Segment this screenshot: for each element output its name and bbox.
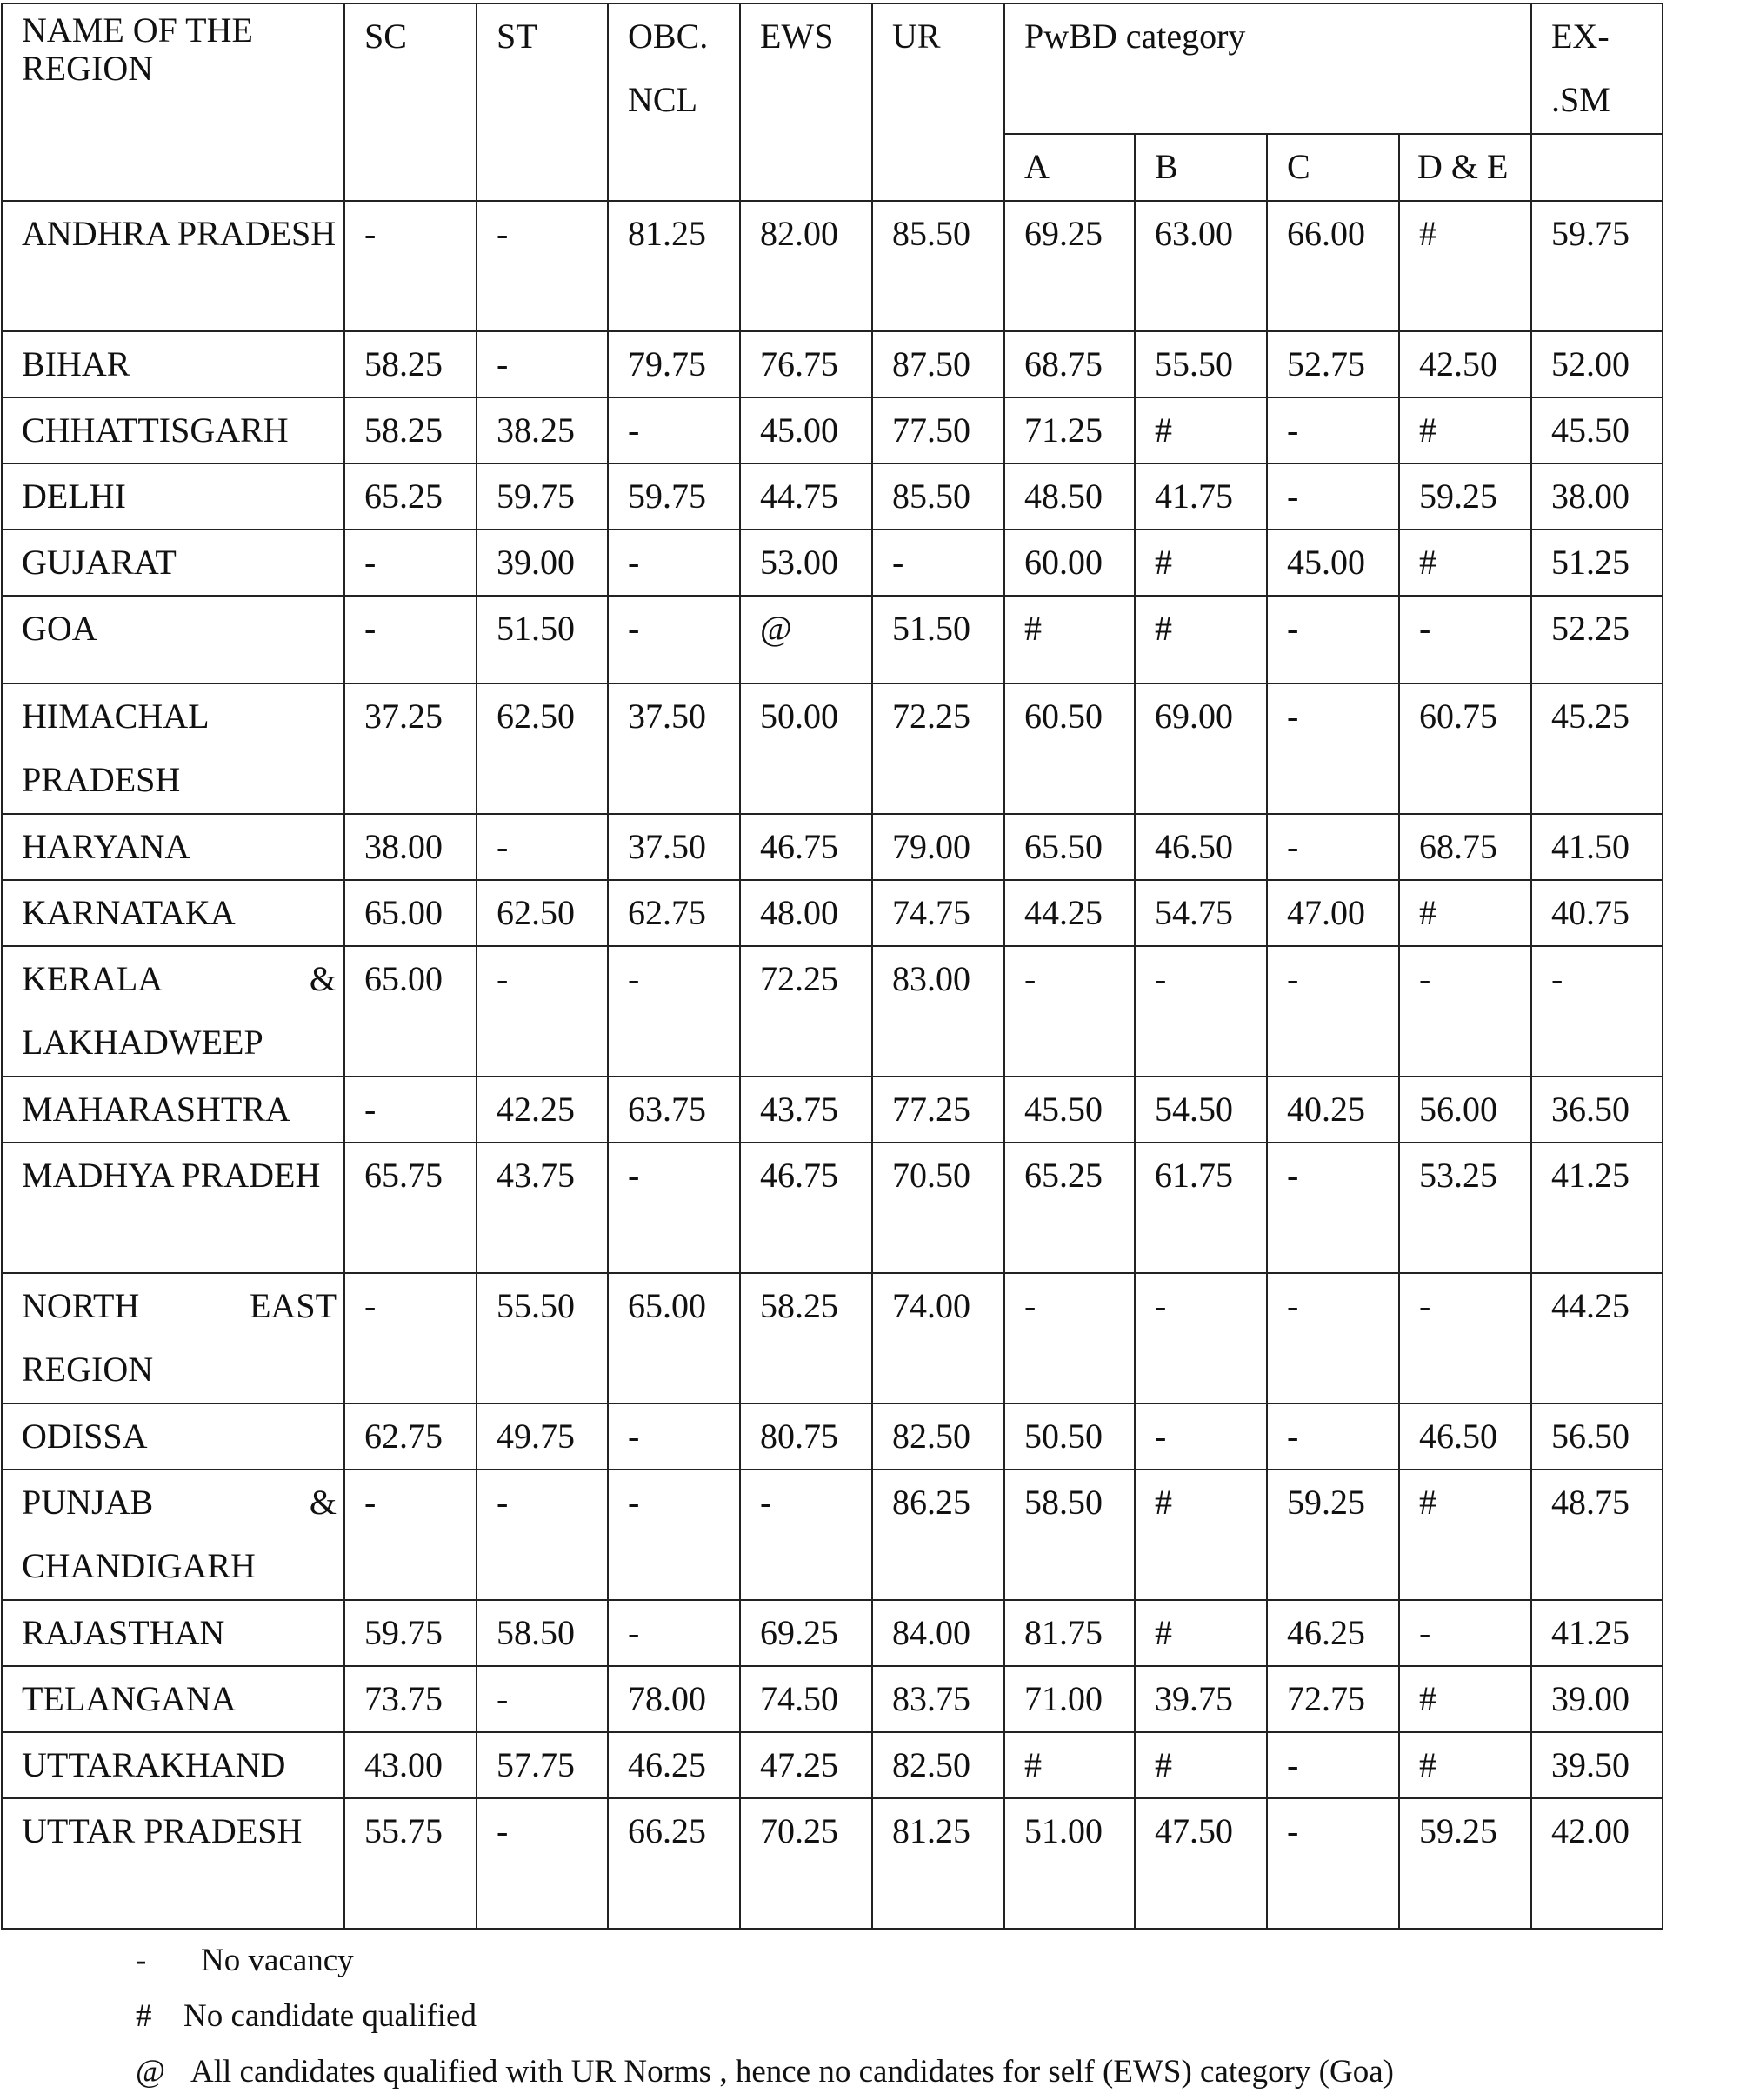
score-cell: 38.00 [344, 814, 477, 880]
score-cell: - [1267, 814, 1399, 880]
score-cell: - [608, 530, 740, 596]
score-cell: 65.50 [1004, 814, 1135, 880]
score-cell: 66.25 [608, 1798, 740, 1929]
score-cell: - [1399, 1600, 1531, 1666]
score-cell: 47.25 [740, 1732, 872, 1798]
score-cell: 50.00 [740, 683, 872, 814]
score-cell: 59.75 [1531, 201, 1663, 331]
score-cell: # [1399, 397, 1531, 463]
score-cell: - [1267, 397, 1399, 463]
score-cell: 46.75 [740, 814, 872, 880]
table-row [2, 463, 1663, 530]
score-cell: 76.75 [740, 331, 872, 397]
score-cell: 77.50 [872, 397, 1004, 463]
header-obc: OBC. NCL [608, 3, 740, 201]
score-cell: - [477, 331, 608, 397]
score-cell: 43.00 [344, 1732, 477, 1798]
score-cell: @ [740, 596, 872, 683]
score-cell: 83.75 [872, 1666, 1004, 1732]
score-cell: 40.75 [1531, 880, 1663, 946]
score-cell: - [740, 1470, 872, 1600]
footnote-text: All candidates qualified with UR Norms , hence no candidates for self (EWS) category (Goa) [190, 2054, 1394, 2090]
score-cell: 62.50 [477, 880, 608, 946]
score-cell: 65.75 [344, 1143, 477, 1273]
table-row [2, 331, 1663, 397]
score-cell: - [1135, 1403, 1267, 1470]
score-cell: - [1004, 1273, 1135, 1403]
score-cell: 70.25 [740, 1798, 872, 1929]
score-cell: - [1135, 1273, 1267, 1403]
score-cell: 71.25 [1004, 397, 1135, 463]
score-cell: 68.75 [1399, 814, 1531, 880]
score-cell: 44.25 [1004, 880, 1135, 946]
score-cell: 70.50 [872, 1143, 1004, 1273]
score-cell: 65.00 [344, 946, 477, 1077]
score-cell: 66.00 [1267, 201, 1399, 331]
footnote [1, 2044, 1753, 2100]
region-name-cell: MADHYA PRADEH [2, 1143, 344, 1273]
score-cell: - [1267, 946, 1399, 1077]
score-cell: 49.75 [477, 1403, 608, 1470]
score-cell: - [1267, 1798, 1399, 1929]
score-cell: - [344, 1470, 477, 1600]
score-cell: 58.50 [477, 1600, 608, 1666]
header-pwbd: PwBD category [1004, 3, 1531, 134]
score-cell: - [477, 1666, 608, 1732]
score-cell: 74.50 [740, 1666, 872, 1732]
score-cell: 37.25 [344, 683, 477, 814]
score-cell: 59.25 [1399, 463, 1531, 530]
header-pwbd-b: B [1135, 134, 1267, 201]
score-cell: 51.50 [872, 596, 1004, 683]
region-name-cell: KERALA & LAKHADWEEP [2, 946, 344, 1077]
footnote-text: No candidate qualified [183, 1998, 477, 2034]
header-exsm: EX- .SM [1531, 3, 1663, 134]
score-cell: 40.25 [1267, 1077, 1399, 1143]
footnote-symbol: - [136, 1943, 147, 1978]
score-cell: 61.75 [1135, 1143, 1267, 1273]
score-cell: - [608, 596, 740, 683]
header-sc: SC [344, 3, 477, 201]
score-cell: 46.25 [608, 1732, 740, 1798]
score-cell: 72.25 [740, 946, 872, 1077]
score-cell: - [608, 946, 740, 1077]
score-cell: 37.50 [608, 683, 740, 814]
score-cell: 60.50 [1004, 683, 1135, 814]
region-name-cell: GOA [2, 596, 344, 683]
header-ews: EWS [740, 3, 872, 201]
score-cell: 47.00 [1267, 880, 1399, 946]
header-ur: UR [872, 3, 1004, 201]
region-name-cell: BIHAR [2, 331, 344, 397]
score-cell: - [477, 201, 608, 331]
score-cell: 45.50 [1004, 1077, 1135, 1143]
score-cell: 39.75 [1135, 1666, 1267, 1732]
region-name-cell: GUJARAT [2, 530, 344, 596]
region-name-cell: DELHI [2, 463, 344, 530]
score-cell: 44.25 [1531, 1273, 1663, 1403]
score-cell: 69.25 [1004, 201, 1135, 331]
header-region: NAME OF THE REGION [2, 3, 344, 201]
score-cell: 82.50 [872, 1732, 1004, 1798]
table-row [2, 397, 1663, 463]
score-cell: 36.50 [1531, 1077, 1663, 1143]
score-cell: - [1267, 1732, 1399, 1798]
score-cell: - [1267, 683, 1399, 814]
score-cell: 83.00 [872, 946, 1004, 1077]
cutoff-table [1, 3, 1663, 1930]
score-cell: 41.50 [1531, 814, 1663, 880]
score-cell: 60.75 [1399, 683, 1531, 814]
score-cell: 58.25 [344, 331, 477, 397]
score-cell: - [477, 814, 608, 880]
score-cell: 45.25 [1531, 683, 1663, 814]
score-cell: # [1399, 1470, 1531, 1600]
footnote-text: No vacancy [201, 1943, 354, 1978]
score-cell: 62.75 [608, 880, 740, 946]
score-cell: 62.75 [344, 1403, 477, 1470]
score-cell: 80.75 [740, 1403, 872, 1470]
score-cell: 41.25 [1531, 1600, 1663, 1666]
score-cell: 51.50 [477, 596, 608, 683]
header-pwbd-c: C [1267, 134, 1399, 201]
region-name-cell: HARYANA [2, 814, 344, 880]
score-cell: - [477, 946, 608, 1077]
region-name-cell: CHHATTISGARH [2, 397, 344, 463]
score-cell: 53.25 [1399, 1143, 1531, 1273]
score-cell: 38.25 [477, 397, 608, 463]
score-cell: 46.50 [1135, 814, 1267, 880]
score-cell: 41.25 [1531, 1143, 1663, 1273]
score-cell: - [344, 596, 477, 683]
score-cell: 55.75 [344, 1798, 477, 1929]
score-cell: 59.75 [608, 463, 740, 530]
score-cell: - [608, 1470, 740, 1600]
table-row [2, 1143, 1663, 1273]
score-cell: 72.25 [872, 683, 1004, 814]
region-name-cell: ODISSA [2, 1403, 344, 1470]
score-cell: - [608, 1403, 740, 1470]
score-cell: - [1399, 946, 1531, 1077]
table-row [2, 1403, 1663, 1470]
score-cell: - [1267, 463, 1399, 530]
score-cell: 59.25 [1267, 1470, 1399, 1600]
score-cell: 84.00 [872, 1600, 1004, 1666]
score-cell: 81.25 [608, 201, 740, 331]
score-cell: 37.50 [608, 814, 740, 880]
score-cell: # [1399, 201, 1531, 331]
score-cell: 77.25 [872, 1077, 1004, 1143]
table-row [2, 946, 1663, 1077]
region-name-cell: UTTARAKHAND [2, 1732, 344, 1798]
score-cell: - [1135, 946, 1267, 1077]
score-cell: 43.75 [740, 1077, 872, 1143]
score-cell: 39.00 [1531, 1666, 1663, 1732]
score-cell: # [1135, 530, 1267, 596]
score-cell: - [344, 1273, 477, 1403]
footnote [1, 1933, 1753, 1989]
score-cell: 53.00 [740, 530, 872, 596]
score-cell: 74.75 [872, 880, 1004, 946]
table-row [2, 814, 1663, 880]
score-cell: 79.00 [872, 814, 1004, 880]
score-cell: 48.50 [1004, 463, 1135, 530]
table-row [2, 1600, 1663, 1666]
score-cell: 82.50 [872, 1403, 1004, 1470]
score-cell: 62.50 [477, 683, 608, 814]
table-row [2, 596, 1663, 683]
score-cell: 50.50 [1004, 1403, 1135, 1470]
score-cell: 52.00 [1531, 331, 1663, 397]
score-cell: 86.25 [872, 1470, 1004, 1600]
score-cell: - [1399, 596, 1531, 683]
score-cell: 45.00 [740, 397, 872, 463]
score-cell: 78.00 [608, 1666, 740, 1732]
score-cell: 58.25 [740, 1273, 872, 1403]
score-cell: 73.75 [344, 1666, 477, 1732]
region-name-cell: ANDHRA PRADESH [2, 201, 344, 331]
score-cell: 65.00 [608, 1273, 740, 1403]
score-cell: 46.50 [1399, 1403, 1531, 1470]
region-name-cell: TELANGANA [2, 1666, 344, 1732]
score-cell: 41.75 [1135, 463, 1267, 530]
score-cell: 68.75 [1004, 331, 1135, 397]
score-cell: 69.25 [740, 1600, 872, 1666]
score-cell: 47.50 [1135, 1798, 1267, 1929]
score-cell: 81.25 [872, 1798, 1004, 1929]
score-cell: 63.00 [1135, 201, 1267, 331]
score-cell: 63.75 [608, 1077, 740, 1143]
score-cell: - [1267, 1143, 1399, 1273]
table-row [2, 1273, 1663, 1403]
score-cell: 46.75 [740, 1143, 872, 1273]
score-cell: - [1267, 1403, 1399, 1470]
score-cell: 42.50 [1399, 331, 1531, 397]
score-cell: 51.00 [1004, 1798, 1135, 1929]
score-cell: 42.25 [477, 1077, 608, 1143]
score-cell: 42.00 [1531, 1798, 1663, 1929]
region-name-cell: UTTAR PRADESH [2, 1798, 344, 1929]
score-cell: 69.00 [1135, 683, 1267, 814]
header-pwbd-de: D & E [1399, 134, 1531, 201]
score-cell: # [1135, 596, 1267, 683]
score-cell: 59.75 [344, 1600, 477, 1666]
score-cell: - [608, 1600, 740, 1666]
score-cell: # [1399, 1732, 1531, 1798]
score-cell: 72.75 [1267, 1666, 1399, 1732]
table-row [2, 201, 1663, 331]
score-cell: 56.00 [1399, 1077, 1531, 1143]
table-row [2, 1732, 1663, 1798]
score-cell: - [1531, 946, 1663, 1077]
footnote-symbol: @ [136, 2054, 166, 2090]
table-row [2, 880, 1663, 946]
score-cell: # [1004, 596, 1135, 683]
score-cell: 43.75 [477, 1143, 608, 1273]
table-row [2, 1077, 1663, 1143]
score-cell: 52.25 [1531, 596, 1663, 683]
score-cell: - [608, 397, 740, 463]
table-row [2, 1798, 1663, 1929]
score-cell: 52.75 [1267, 331, 1399, 397]
score-cell: 54.75 [1135, 880, 1267, 946]
score-cell: 45.00 [1267, 530, 1399, 596]
score-cell: 57.75 [477, 1732, 608, 1798]
score-cell: 59.75 [477, 463, 608, 530]
score-cell: 55.50 [1135, 331, 1267, 397]
table-row [2, 1470, 1663, 1600]
table-row [2, 683, 1663, 814]
footnote [1, 1989, 1753, 2044]
score-cell: 45.50 [1531, 397, 1663, 463]
score-cell: 51.25 [1531, 530, 1663, 596]
score-cell: 85.50 [872, 463, 1004, 530]
score-cell: - [1399, 1273, 1531, 1403]
score-cell: - [477, 1470, 608, 1600]
score-cell: 65.25 [344, 463, 477, 530]
score-cell: # [1135, 1470, 1267, 1600]
score-cell: 87.50 [872, 331, 1004, 397]
score-cell: 54.50 [1135, 1077, 1267, 1143]
score-cell: 74.00 [872, 1273, 1004, 1403]
score-cell: # [1135, 397, 1267, 463]
table-row [2, 530, 1663, 596]
score-cell: # [1399, 530, 1531, 596]
region-name-cell: NORTH EAST REGION [2, 1273, 344, 1403]
score-cell: 65.25 [1004, 1143, 1135, 1273]
score-cell: 82.00 [740, 201, 872, 331]
score-cell: - [608, 1143, 740, 1273]
score-cell: - [477, 1798, 608, 1929]
score-cell: 59.25 [1399, 1798, 1531, 1929]
region-name-cell: HIMACHAL PRADESH [2, 683, 344, 814]
score-cell: 56.50 [1531, 1403, 1663, 1470]
score-cell: # [1135, 1600, 1267, 1666]
region-name-cell: RAJASTHAN [2, 1600, 344, 1666]
score-cell: - [344, 201, 477, 331]
header-st: ST [477, 3, 608, 201]
region-name-cell: KARNATAKA [2, 880, 344, 946]
score-cell: 39.00 [477, 530, 608, 596]
score-cell: - [1267, 1273, 1399, 1403]
score-cell: - [872, 530, 1004, 596]
score-cell: # [1004, 1732, 1135, 1798]
score-cell: - [1004, 946, 1135, 1077]
score-cell: # [1135, 1732, 1267, 1798]
score-cell: 58.50 [1004, 1470, 1135, 1600]
score-cell: 44.75 [740, 463, 872, 530]
score-cell: 38.00 [1531, 463, 1663, 530]
footnotes [1, 1933, 1753, 2100]
score-cell: 60.00 [1004, 530, 1135, 596]
header-pwbd-a: A [1004, 134, 1135, 201]
score-cell: 46.25 [1267, 1600, 1399, 1666]
score-cell: 55.50 [477, 1273, 608, 1403]
region-name-cell: PUNJAB & CHANDIGARH [2, 1470, 344, 1600]
table-row [2, 1666, 1663, 1732]
score-cell: 85.50 [872, 201, 1004, 331]
score-cell: # [1399, 1666, 1531, 1732]
score-cell: 65.00 [344, 880, 477, 946]
score-cell: - [344, 530, 477, 596]
footnote-symbol: # [136, 1998, 152, 2034]
score-cell: 39.50 [1531, 1732, 1663, 1798]
header-exsm-blank [1531, 134, 1663, 201]
score-cell: 48.00 [740, 880, 872, 946]
score-cell: - [344, 1077, 477, 1143]
region-name-cell: MAHARASHTRA [2, 1077, 344, 1143]
score-cell: 71.00 [1004, 1666, 1135, 1732]
score-cell: 81.75 [1004, 1600, 1135, 1666]
score-cell: # [1399, 880, 1531, 946]
score-cell: 48.75 [1531, 1470, 1663, 1600]
score-cell: - [1267, 596, 1399, 683]
score-cell: 79.75 [608, 331, 740, 397]
score-cell: 58.25 [344, 397, 477, 463]
